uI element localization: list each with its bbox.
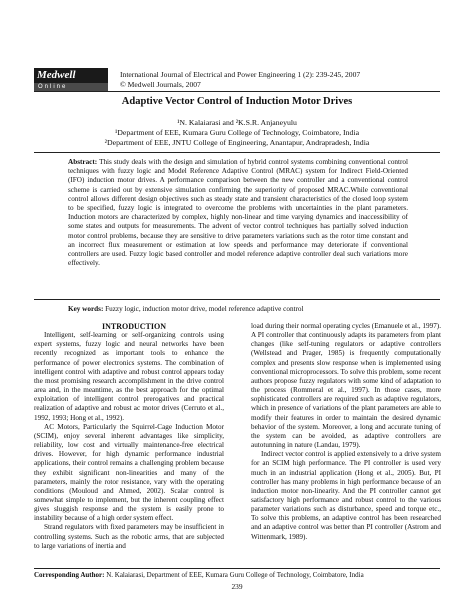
section-heading-introduction: INTRODUCTION — [101, 322, 166, 331]
authors: ¹N. Kalaiarasi and ²K.S.R. Anjaneyulu — [177, 118, 297, 127]
corresponding-label: Corresponding Author: — [34, 571, 105, 579]
keywords-text: Fuzzy logic, induction motor drive, model reference adaptive control — [105, 305, 304, 313]
paragraph: AC Motors, Particularly the Squirrel-Cage Induction Motor (SCIM), enjoy several inherent advantages like simplicity, reliability, low cost and virtually maintenance-free electrical drives. However, for high dynamic performance industrial applications, their control remains a challenging problem because they exhibit significant non-linearities and many of the parameters, mainly the rotor resistance, vary with the operating conditions (Mouloud and Ahmed, 2002). Scalar control is somewhat simple to implement, but the inherent coupling effect gives sluggish response and the system is easily prone to instability because of a high order system effect. — [34, 422, 224, 523]
keywords — [68, 305, 408, 314]
page-number: 239 — [231, 582, 243, 591]
copyright-line: © Medwell Journals, 2007 — [120, 79, 201, 89]
abstract-label: Abstract: — [68, 158, 98, 166]
right-column — [251, 322, 441, 542]
affiliation-2: ²Department of EEE, JNTU College of Engineering, Anantapur, Andrapradesh, India — [104, 138, 370, 147]
paper-title: Adaptive Vector Control of Induction Motor Drives — [121, 96, 353, 107]
header-rule — [34, 91, 440, 92]
journal-citation: International Journal of Electrical and Power Engineering 1 (2): 239-245, 2007 — [120, 70, 361, 79]
corresponding-text: N. Kalaiarasi, Department of EEE, Kumara Guru College of Technology, Coimbatore, India — [106, 571, 364, 579]
paragraph: load during their normal operating cycles (Emanuele et al., 1997). A PI controller that continuously adapts its parameters from plant changes (like self-tuning regulators or adaptive controllers (Wellstead and Prager, 1985) is frequently computationally complex and presents slow response when is implemented using conventional microprocessors. To solve this problem, some recent authors propose fuzzy regulators with some kind of adaptation to the process (Rommeral et al., 1997). In those cases, more sophisticated controllers are required such as adaptive regulators, which in presence of variations of the plant parameters are able to modify their features in order to maintain the desired dynamic behavior of the system. Moreover, a long and accurate tuning of the system can be avoided, as adaptive controllers are autotunning in nature (Landau, 1979). — [251, 322, 441, 450]
journal-logo — [34, 68, 108, 92]
abstract-top-rule — [34, 152, 440, 153]
abstract-text: This study deals with the design and simulation of hybrid control systems combining conventional control techniques with fuzzy logic and Model Reference Adaptive Control (MRAC) system for Indirect Field-Oriented (IFO) induction motor drives. A performance comparison between the new controller and a conventional control scheme is carried out by extensive simulation confirming the superiority of proposed MRAC.While conventional control allows different design objectives such as steady state and transient characteristics of the closed loop system to be specified, fuzzy logic is integrated to overcome the problems with uncertainties in the plant parameters. Induction motors are characterized by complex, highly non-linear and time varying dynamics and inaccessibility of some states and outputs for measurements. The advent of vector control techniques has partially solved induction motor control problems, because they are sensitive to drive parameters variations such as the rotor time constant and an incorrect flux measurement or estimation at low speeds and performance may deteriorate if conventional controllers are used. Fuzzy logic based controller and model reference adaptive controller deal such variations more effectively. — [68, 158, 408, 268]
abstract-bottom-rule — [34, 299, 440, 300]
abstract — [68, 158, 408, 268]
paragraph: Intelligent, self-learning or self-organizing controls using expert systems, fuzzy logic and neural networks have been recently recognized as important tools to enhance the performance of power electronics systems. The combination of intelligent control with adaptive and robust control appears today the most promising research accomplishment in the drive control area and, in the meantime, as the best approach for the optimal exploitation of intelligent control prerogatives and practical realization of adaptive and robust ac motor drives (Cerruto et al., 1992, 1993; Hong et al., 1992). — [34, 331, 224, 422]
corresponding-author — [34, 571, 440, 580]
logo-bottom-text: Online — [34, 83, 108, 92]
logo-top-text: Medwell — [34, 68, 108, 83]
keywords-label: Key words: — [68, 305, 104, 313]
left-column — [34, 322, 224, 551]
journal-info — [120, 70, 360, 89]
paragraph: Indirect vector control is applied extensively to a drive system for an SCIM high performance. The PI controller is used very much in an industrial application (Hong et al., 2005). But, PI controller has many problems in high performance because of an induction motor non-linearity. And the PI controller cannot get satisfactory high performance and robust control to the various parameter variations such as disturbance, speed and torque etc., To solve this problems, an adaptive control has been researched and an adaptive control was better than PI controller (Astrom and Wittenmark, 1989). — [251, 450, 441, 541]
footer-rule — [34, 568, 440, 569]
paragraph: Strand regulators with fixed parameters may be insufficient in controlling systems. Such as the robotic arms, that are subjected to large variations of inertia and — [34, 523, 224, 550]
affiliation-1: ¹Department of EEE, Kumara Guru College of Technology, Coimbatore, India — [114, 128, 360, 137]
